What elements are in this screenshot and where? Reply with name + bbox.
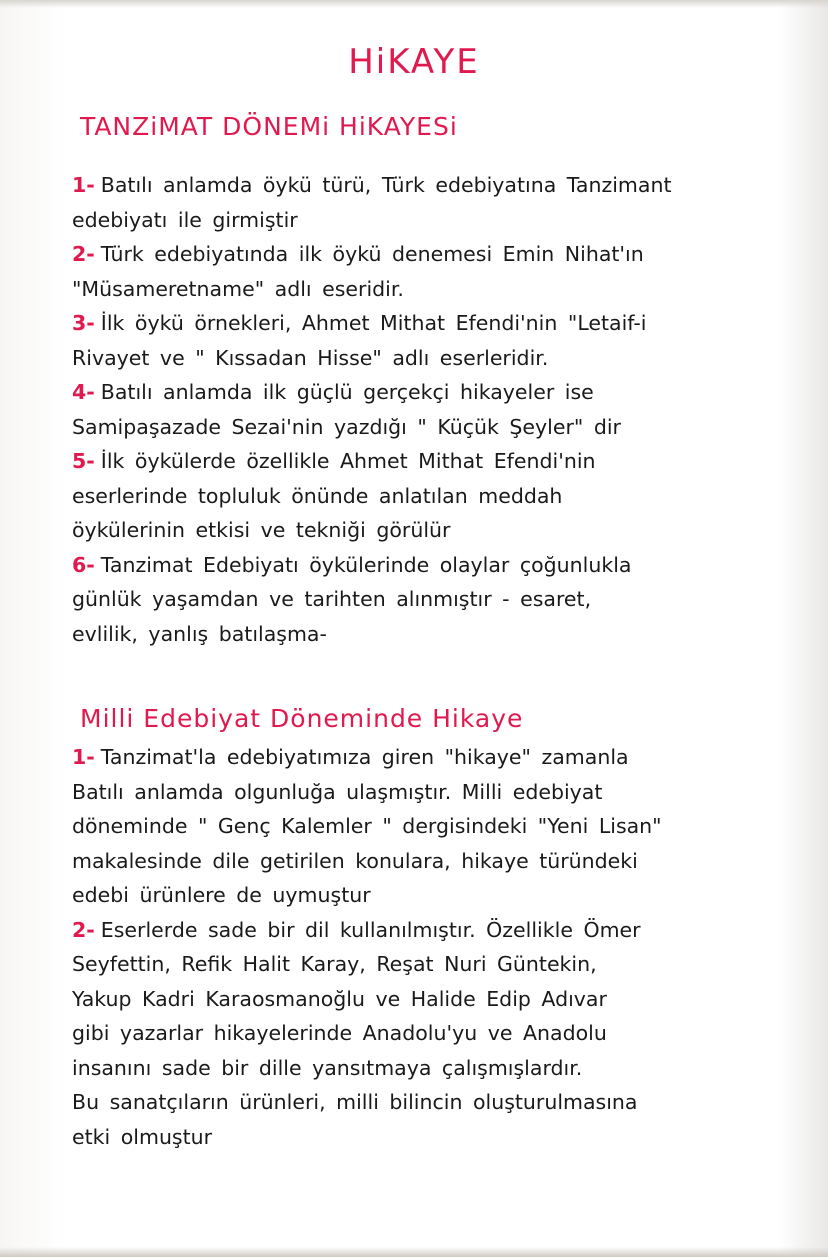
text-line bbox=[72, 775, 792, 810]
line-text: insanını sade bir dille yansıtmaya çalışmışlardır. bbox=[72, 1055, 583, 1080]
text-line bbox=[72, 1016, 792, 1051]
text-line bbox=[72, 809, 792, 844]
line-text: edebi ürünlere de uymuştur bbox=[72, 883, 371, 907]
line-text: Tanzimat Edebiyatı öykülerinde olaylar çoğunlukla bbox=[100, 552, 632, 577]
text-line bbox=[72, 203, 792, 238]
text-line bbox=[72, 947, 792, 982]
text-line bbox=[72, 410, 792, 445]
line-text: günlük yaşamdan ve tarihten alınmıştır - esaret, bbox=[72, 587, 592, 611]
section-heading-milli-edebiyat: Milli Edebiyat Döneminde Hikaye bbox=[80, 704, 524, 733]
item-number: 5- bbox=[72, 449, 95, 473]
text-line bbox=[72, 1120, 792, 1155]
line-text: Rivayet ve " Kıssadan Hisse" adlı eserleridir. bbox=[72, 345, 549, 370]
line-text: "Müsameretname" adlı eseridir. bbox=[72, 276, 404, 301]
line-text: döneminde " Genç Kalemler " dergisindeki "Yeni Lisan" bbox=[72, 814, 662, 838]
section-body-tanzimat bbox=[72, 168, 792, 651]
line-text: Bu sanatçıların ürünleri, milli bilincin oluşturulmasına bbox=[72, 1090, 638, 1114]
text-line bbox=[72, 1051, 792, 1086]
text-line bbox=[72, 548, 792, 583]
line-text: Samipaşazade Sezai'nin yazdığı " Küçük Şeyler" dir bbox=[72, 414, 621, 439]
item-number: 4- bbox=[72, 380, 95, 404]
text-line bbox=[72, 306, 792, 341]
text-line bbox=[72, 513, 792, 548]
line-text: İlk öykülerde özellikle Ahmet Mithat Efendi'nin bbox=[100, 449, 596, 473]
text-line bbox=[72, 237, 792, 272]
line-text: edebiyatı ile girmiştir bbox=[72, 207, 298, 232]
item-number: 2- bbox=[72, 242, 95, 266]
text-line bbox=[72, 272, 792, 307]
text-line bbox=[72, 479, 792, 514]
line-text: Eserlerde sade bir dil kullanılmıştır. Özellikle Ömer bbox=[100, 917, 641, 942]
item-number: 3- bbox=[72, 311, 95, 335]
line-text: Batılı anlamda öykü türü, Türk edebiyatına Tanzimant bbox=[100, 173, 672, 197]
line-text: İlk öykü örnekleri, Ahmet Mithat Efendi'nin "Letaif-i bbox=[100, 311, 647, 335]
text-line bbox=[72, 913, 792, 948]
section-body-milli-edebiyat bbox=[72, 740, 792, 1154]
text-line bbox=[72, 617, 792, 652]
line-text: Tanzimat'la edebiyatımıza giren "hikaye" zamanla bbox=[100, 745, 629, 769]
line-text: etki olmuştur bbox=[72, 1124, 213, 1149]
line-text: öykülerinin etkisi ve tekniği görülür bbox=[72, 518, 451, 542]
line-text: Batılı anlamda olgunluğa ulaşmıştır. Milli edebiyat bbox=[72, 779, 603, 804]
page-top-edge bbox=[0, 0, 828, 8]
item-number: 2- bbox=[72, 917, 95, 942]
line-text: makalesinde dile getirilen konulara, hikaye türündeki bbox=[72, 848, 638, 873]
page-title: HiKAYE bbox=[348, 42, 480, 82]
text-line bbox=[72, 982, 792, 1017]
line-text: Batılı anlamda ilk güçlü gerçekçi hikayeler ise bbox=[100, 380, 594, 404]
line-text: evlilik, yanlış batılaşma- bbox=[72, 621, 327, 646]
text-line bbox=[72, 582, 792, 617]
text-line bbox=[72, 444, 792, 479]
item-number: 6- bbox=[72, 552, 95, 577]
text-line bbox=[72, 168, 792, 203]
item-number: 1- bbox=[72, 745, 95, 769]
item-number: 1- bbox=[72, 173, 95, 197]
text-line bbox=[72, 740, 792, 775]
line-text: Yakup Kadri Karaosmanoğlu ve Halide Edip Adıvar bbox=[72, 986, 607, 1011]
line-text: eserlerinde topluluk önünde anlatılan meddah bbox=[72, 483, 563, 508]
text-line bbox=[72, 844, 792, 879]
section-heading-tanzimat: TANZiMAT DÖNEMi HiKAYESi bbox=[80, 112, 458, 141]
line-text: Seyfettin, Refik Halit Karay, Reşat Nuri Güntekin, bbox=[72, 952, 597, 976]
text-line bbox=[72, 1085, 792, 1120]
line-text: gibi yazarlar hikayelerinde Anadolu'yu ve Anadolu bbox=[72, 1021, 607, 1045]
page-bottom-edge bbox=[0, 1247, 828, 1257]
text-line bbox=[72, 375, 792, 410]
line-text: Türk edebiyatında ilk öykü denemesi Emin Nihat'ın bbox=[100, 242, 644, 266]
text-line bbox=[72, 341, 792, 376]
text-line bbox=[72, 878, 792, 913]
